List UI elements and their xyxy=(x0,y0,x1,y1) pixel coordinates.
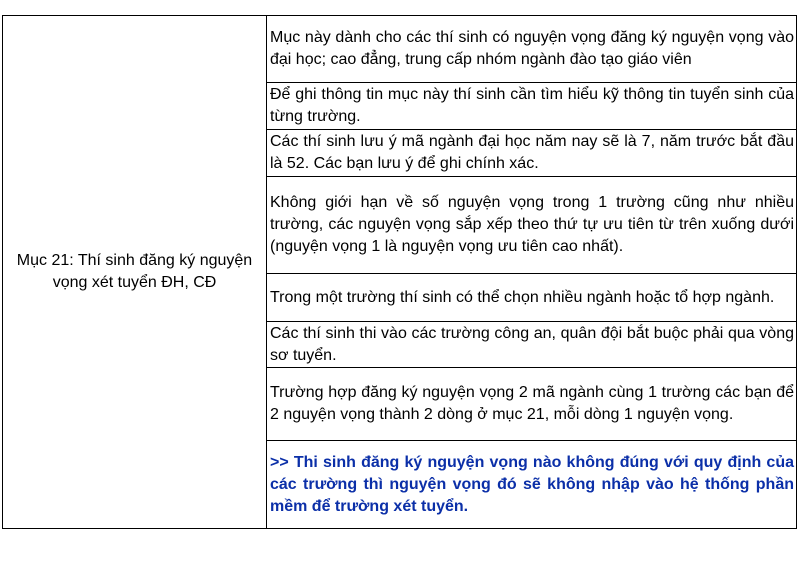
note-row xyxy=(267,322,796,368)
warning-note-row xyxy=(267,441,796,528)
note-text: Trường hợp đăng ký nguyện vọng 2 mã ngành cùng 1 trường các bạn để 2 nguyện vọng thành 2 dòng ở mục 21, mỗi dòng 1 nguyện vọng. xyxy=(270,384,794,423)
note-text: Các thí sinh thi vào các trường công an, quân đội bắt buộc phải qua vòng sơ tuyển. xyxy=(270,324,794,364)
section-label-cell xyxy=(3,16,267,528)
note-text: Trong một trường thí sinh có thể chọn nhiều ngành hoặc tổ hợp ngành. xyxy=(270,288,775,306)
notes-column xyxy=(267,16,796,528)
section-label: Mục 21: Thí sinh đăng ký nguyện vọng xét tuyển ĐH, CĐ xyxy=(16,252,253,291)
note-row xyxy=(267,274,796,322)
note-text: Không giới hạn về số nguyện vọng trong 1 trường cũng như nhiều trường, các nguyện vọng sắp xếp theo thứ tự ưu tiên từ trên xuống dưới (nguyện vọng 1 là nguyện vọng ưu tiên cao nhất). xyxy=(270,194,794,255)
note-row xyxy=(267,16,796,83)
note-text: Các thí sinh lưu ý mã ngành đại học năm nay sẽ là 7, năm trước bắt đầu là 52. Các bạn lưu ý để ghi chính xác. xyxy=(270,133,794,172)
note-row xyxy=(267,130,796,177)
instruction-table xyxy=(2,15,797,529)
note-row xyxy=(267,83,796,130)
note-text: Mục này dành cho các thí sinh có nguyện vọng đăng ký nguyện vọng vào đại học; cao đẳng, trung cấp nhóm ngành đào tạo giáo viên xyxy=(270,29,794,68)
note-text: Để ghi thông tin mục này thí sinh cần tìm hiểu kỹ thông tin tuyển sinh của từng trường. xyxy=(270,86,794,125)
note-row xyxy=(267,177,796,274)
warning-note-text: >> Thi sinh đăng ký nguyện vọng nào không đúng với quy định của các trường thì nguyện vọng đó sẽ không nhập vào hệ thống phần mềm để trường xét tuyển. xyxy=(270,453,794,515)
note-row xyxy=(267,368,796,441)
